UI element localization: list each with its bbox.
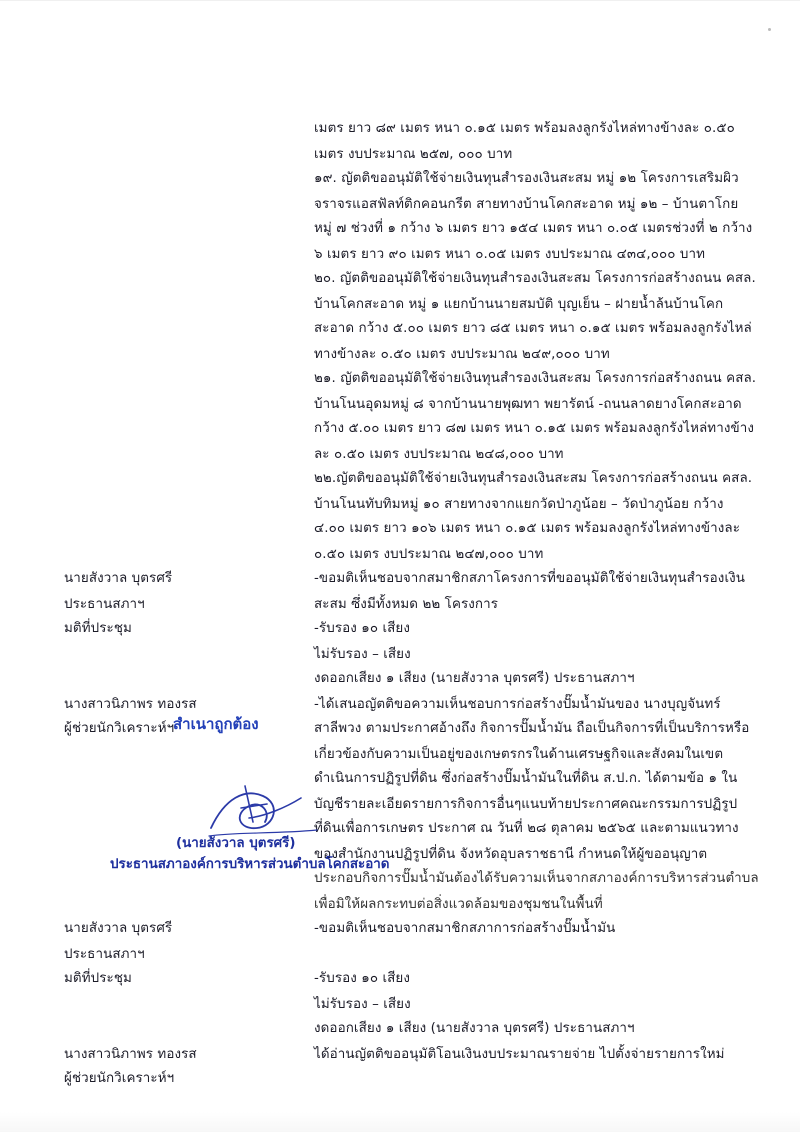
vote-line: ไม่รับรอง – เสียง xyxy=(314,647,411,662)
certified-copy-stamp: สำเนาถูกต้อง xyxy=(173,715,259,733)
body-line: ๒๒.ญัตติขออนุมัติใช้จ่ายเงินทุนสำรองเงินสะสม โครงการก่อสร้างถนน คสล. xyxy=(314,471,753,486)
body-line: บัญชีรายละเอียดรายการกิจการอื่นๆแนบท้ายประกาศคณะกรรมการปฏิรูป xyxy=(314,797,738,812)
body-line: สะอาด กว้าง ๕.๐๐ เมตร ยาว ๘๕ เมตร หนา ๐.๑๕ เมตร พร้อมลงลูกรังไหล่ xyxy=(314,321,752,336)
speaker-name: นายสังวาล บุตรศรี xyxy=(64,921,173,936)
body-line: ทางข้างละ ๐.๕๐ เมตร งบประมาณ ๒๔๙,๐๐๐ บาท xyxy=(314,347,610,362)
signer-title: ประธานสภาองค์การบริหารส่วนตำบลโคกสะอาด xyxy=(110,857,390,872)
page-bottom-edge xyxy=(0,1112,800,1132)
body-line: บ้านโคกสะอาด หมู่ ๑ แยกบ้านนายสมบัติ บุญเย็น – ฝายน้ำล้นบ้านโคก xyxy=(314,297,724,312)
body-line: ๐.๕๐ เมตร งบประมาณ ๒๔๗,๐๐๐ บาท xyxy=(314,547,544,562)
body-line: ๑๙. ญัตติขออนุมัติใช้จ่ายเงินทุนสำรองเงินสะสม หมู่ ๑๒ โครงการเสริมผิว xyxy=(314,171,739,186)
body-line: สาลีพวง ตามประกาศอ้างถึง กิจการปั๊มน้ำมัน ถือเป็นกิจการที่เป็นบริการหรือ xyxy=(314,721,750,736)
body-line: ๒๑. ญัตติขออนุมัติใช้จ่ายเงินทุนสำรองเงินสะสม โครงการก่อสร้างถนน คสล. xyxy=(314,371,757,386)
speaker-role: ผู้ช่วยนักวิเคราะห์ฯ xyxy=(64,721,175,736)
vote-line: งดออกเสียง ๑ เสียง (นายสังวาล บุตรศรี) ประธานสภาฯ xyxy=(314,1021,635,1036)
body-line: จราจรแอสฟัลท์ติกคอนกรีต สายทางบ้านโคกสะอาด หมู่ ๑๒ – บ้านตาโกย xyxy=(314,197,739,212)
handwritten-signature xyxy=(205,778,325,840)
body-line: ละ ๐.๕๐ เมตร งบประมาณ ๒๔๘,๐๐๐ บาท xyxy=(314,447,564,462)
vote-line: ไม่รับรอง – เสียง xyxy=(314,997,411,1012)
body-line: -ขอมติเห็นชอบจากสมาชิกสภาการก่อสร้างปั๊มน้ำมัน xyxy=(314,921,616,936)
body-line: กว้าง ๕.๐๐ เมตร ยาว ๘๗ เมตร หนา ๐.๑๕ เมตร พร้อมลงลูกรังไหล่ทางข้าง xyxy=(314,421,754,436)
body-line: บ้านโนนทับทิมหมู่ ๑๐ สายทางจากแยกวัดป่าภูน้อย – วัดป่าภูน้อย กว้าง xyxy=(314,497,724,512)
body-line: ได้อ่านญัตติขออนุมัติโอนเงินงบประมาณรายจ่าย ไปตั้งจ่ายรายการใหม่ xyxy=(314,1047,725,1062)
body-line: เพื่อมิให้ผลกระทบต่อสิ่งแวดล้อมของชุมชนในพื้นที่ xyxy=(314,897,603,912)
body-line: ของสำนักงานปฏิรูปที่ดิน จังหวัดอุบลราชธานี กำหนดให้ผู้ขออนุญาต xyxy=(314,847,708,862)
speaker-name: นางสาวนิภาพร ทองรส xyxy=(64,1047,197,1062)
vote-line: งดออกเสียง ๑ เสียง (นายสังวาล บุตรศรี) ประธานสภาฯ xyxy=(314,671,635,686)
body-line: -ได้เสนอญัตติขอความเห็นชอบการก่อสร้างปั๊มน้ำมันของ นางบุญจันทร์ xyxy=(314,697,721,712)
speaker-role: ประธานสภาฯ xyxy=(64,597,145,612)
speaker-role: ผู้ช่วยนักวิเคราะห์ฯ xyxy=(64,1071,175,1086)
signer-name: (นายสังวาล บุตรศรี) xyxy=(176,836,296,851)
body-line: เมตร งบประมาณ ๒๕๗, ๐๐๐ บาท xyxy=(314,147,513,162)
body-line: เมตร ยาว ๘๙ เมตร หนา ๐.๑๕ เมตร พร้อมลงลูกรังไหล่ทางข้างละ ๐.๕๐ xyxy=(314,121,735,136)
vote-line: -รับรอง ๑๐ เสียง xyxy=(314,971,411,986)
body-line: ๔.๐๐ เมตร ยาว ๑๐๖ เมตร หนา ๐.๑๕ เมตร พร้อมลงลูกรังไหล่ทางข้างละ xyxy=(314,521,741,536)
speaker-name: นางสาวนิภาพร ทองรส xyxy=(64,697,197,712)
body-line: ๖ เมตร ยาว ๙๐ เมตร หนา ๐.๐๕ เมตร งบประมาณ ๔๓๔,๐๐๐ บาท xyxy=(314,247,706,262)
vote-line: -รับรอง ๑๐ เสียง xyxy=(314,621,411,636)
resolution-label: มติที่ประชุม xyxy=(64,621,132,636)
body-line: ที่ดินเพื่อการเกษตร ประกาศ ณ วันที่ ๒๘ ตุลาคม ๒๕๖๕ และตามแนวทาง xyxy=(314,821,739,836)
speaker-name: นายสังวาล บุตรศรี xyxy=(64,571,173,586)
body-line: หมู่ ๗ ช่วงที่ ๑ กว้าง ๖ เมตร ยาว ๑๕๔ เมตร หนา ๐.๐๕ เมตรช่วงที่ ๒ กว้าง xyxy=(314,221,753,236)
body-line: ประกอบกิจการปั๊มน้ำมันต้องได้รับความเห็นจากสภาองค์การบริหารส่วนตำบล xyxy=(314,871,759,886)
body-line: สะสม ซึ่งมีทั้งหมด ๒๒ โครงการ xyxy=(314,597,499,612)
scan-speck xyxy=(768,28,771,31)
body-line: เกี่ยวข้องกับความเป็นอยู่ของเกษตรกรในด้านเศรษฐกิจและสังคมในเขต xyxy=(314,747,724,762)
body-line: ดำเนินการปฏิรูปที่ดิน ซึ่งก่อสร้างปั๊มน้ำมันในที่ดิน ส.ป.ก. ได้ตามข้อ ๑ ใน xyxy=(314,771,738,786)
speaker-role: ประธานสภาฯ xyxy=(64,947,145,962)
body-line: -ขอมติเห็นชอบจากสมาชิกสภาโครงการที่ขออนุมัติใช้จ่ายเงินทุนสำรองเงิน xyxy=(314,571,746,586)
body-line: บ้านโนนอุดมหมู่ ๘ จากบ้านนายพุฒทา พยารัตน์ -ถนนลาดยางโคกสะอาด xyxy=(314,397,742,412)
body-line: ๒๐. ญัตติขออนุมัติใช้จ่ายเงินทุนสำรองเงินสะสม โครงการก่อสร้างถนน คสล. xyxy=(314,271,756,286)
resolution-label: มติที่ประชุม xyxy=(64,971,132,986)
